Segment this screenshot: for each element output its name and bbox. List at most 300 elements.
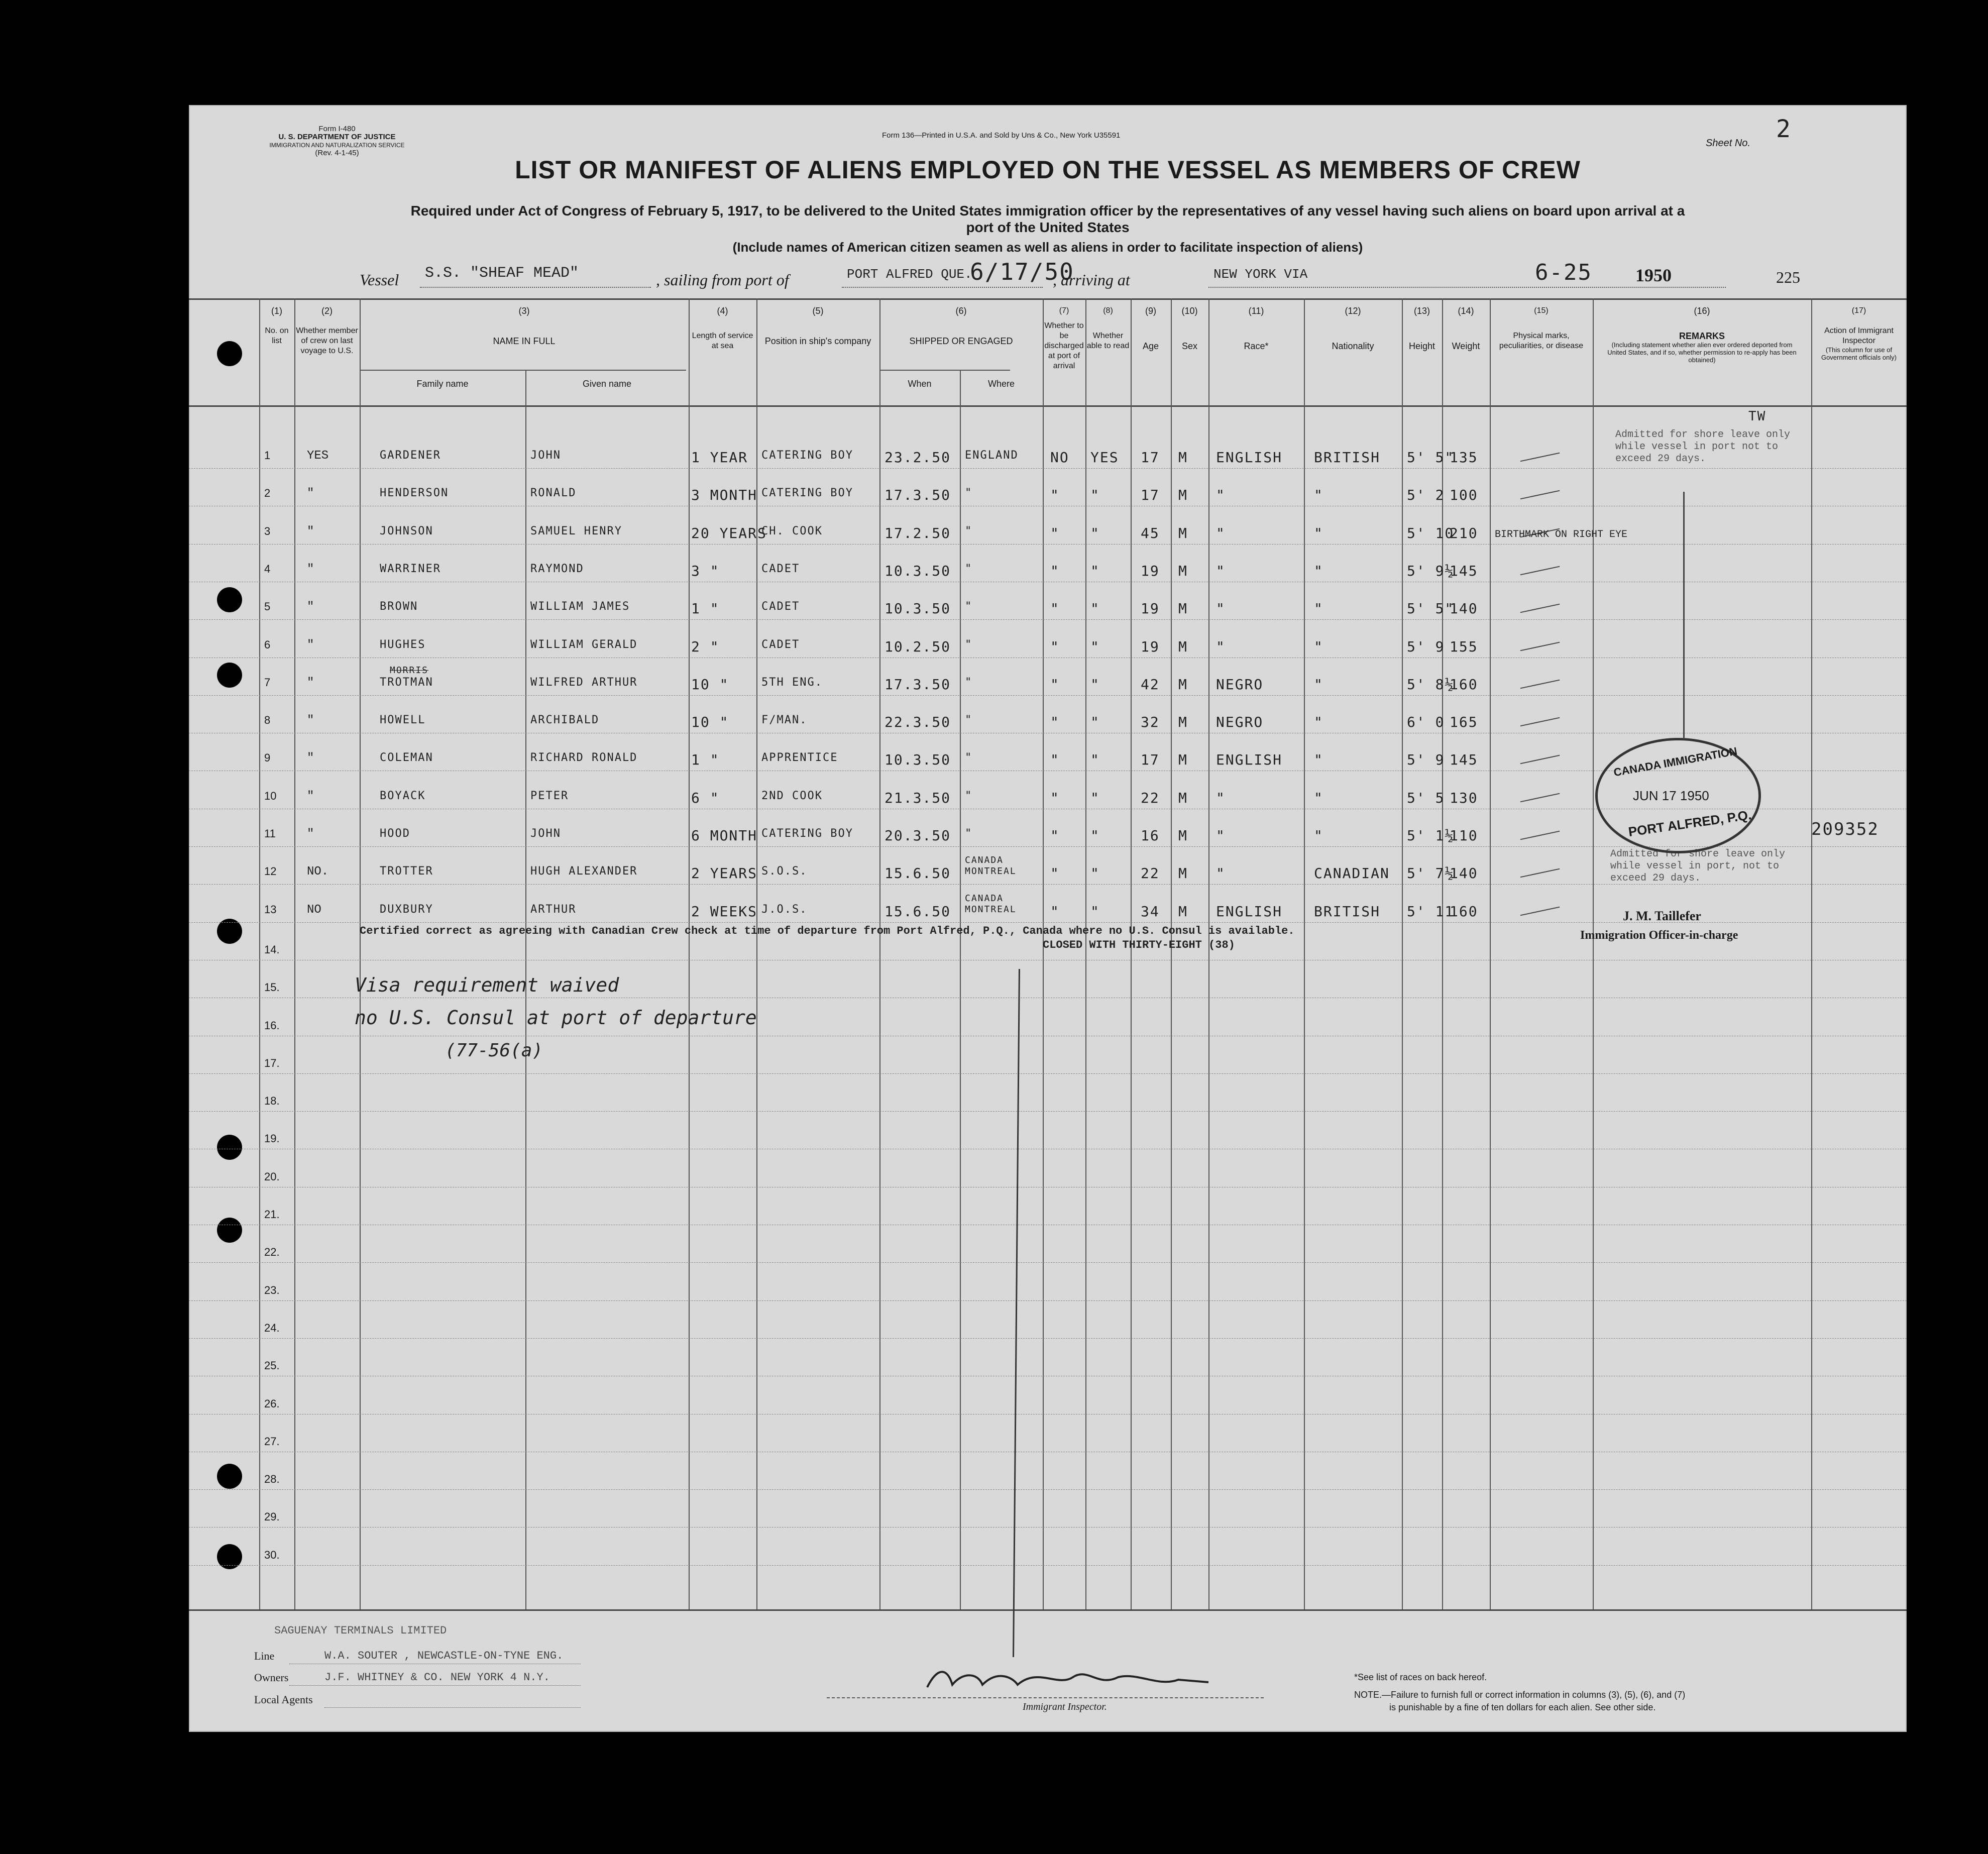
row-12-when: 15.6.50 xyxy=(885,865,951,882)
punch-hole xyxy=(217,1464,242,1489)
row-3-weight: 210 xyxy=(1450,524,1478,541)
row-13-given: ARTHUR xyxy=(530,903,577,916)
row-9-position: APPRENTICE xyxy=(761,751,838,765)
row-5-disch: " xyxy=(1050,600,1060,617)
row-12-no: 12 xyxy=(264,865,277,878)
row-7-nat: " xyxy=(1314,676,1323,693)
row-13-no: 13 xyxy=(264,903,277,916)
row-8-disch: " xyxy=(1050,714,1060,731)
row-8-sex: M xyxy=(1178,714,1188,731)
row-4-length: 3 " xyxy=(691,562,720,579)
row-7-no: 7 xyxy=(264,676,271,689)
row-1-given: JOHN xyxy=(530,449,561,462)
row-7-where: " xyxy=(965,676,973,689)
arrival-year: 1950 xyxy=(1635,265,1672,285)
row-9-when: 10.3.50 xyxy=(885,751,951,769)
empty-row-number: 20. xyxy=(264,1170,280,1183)
sailing-date: 6/17/50 xyxy=(970,258,1074,285)
row-4-sex: M xyxy=(1178,562,1188,579)
empty-row-number: 28. xyxy=(264,1473,280,1486)
row-13-position: J.O.S. xyxy=(761,903,808,916)
row-3-nat: " xyxy=(1314,524,1323,541)
row-8-no: 8 xyxy=(264,714,271,727)
row-13-family: DUXBURY xyxy=(380,903,433,916)
col-17-header: (17) Action of Immigrant Inspector (This column for use of Government officials only) xyxy=(1821,306,1897,361)
col-12-header: (12) Nationality xyxy=(1332,306,1374,351)
row-11-weight: 110 xyxy=(1450,827,1478,844)
row-8-height: 6' 0 xyxy=(1407,714,1445,731)
marks-dash xyxy=(1520,490,1560,500)
revision: (Rev. 4-1-45) xyxy=(315,149,359,157)
department: U. S. DEPARTMENT OF JUSTICE xyxy=(278,133,396,141)
row-10-age: 22 xyxy=(1141,789,1160,806)
empty-row-number: 21. xyxy=(264,1208,280,1221)
row-11-nat: " xyxy=(1314,827,1323,844)
row-12-age: 22 xyxy=(1141,865,1160,882)
service: IMMIGRATION AND NATURALIZATION SERVICE xyxy=(269,142,405,149)
row-13-nat: BRITISH xyxy=(1314,903,1381,920)
races-note: *See list of races on back hereof. xyxy=(1354,1672,1487,1682)
empty-row-number: 15. xyxy=(264,981,280,994)
row-10-given: PETER xyxy=(530,789,569,802)
empty-row-number: 14. xyxy=(264,943,280,956)
row-7-given: WILFRED ARTHUR xyxy=(530,676,638,689)
where-header: Where xyxy=(987,379,1015,389)
row-rule xyxy=(189,619,1907,620)
col-1-header: (1) No. on list xyxy=(265,306,289,345)
when-header: When xyxy=(908,379,932,389)
row-13-last: NO xyxy=(307,903,321,917)
row-3-position: CH. COOK xyxy=(761,524,823,537)
row-12-position: S.O.S. xyxy=(761,865,808,878)
row-7-length: 10 " xyxy=(691,676,729,693)
row-4-where: " xyxy=(965,562,973,575)
row-6-position: CADET xyxy=(761,638,800,651)
row-4-given: RAYMOND xyxy=(530,562,584,575)
row-13-weight: 160 xyxy=(1450,903,1478,920)
marks-dash xyxy=(1520,868,1560,878)
row-2-when: 17.3.50 xyxy=(885,487,951,504)
col-2-header: (2) Whether member of crew on last voyage to U.S. xyxy=(296,306,358,355)
row-12-given: HUGH ALEXANDER xyxy=(530,865,638,878)
handwritten-note-2: no U.S. Consul at port of departure xyxy=(355,1007,757,1029)
handwritten-note-1: Visa requirement waived xyxy=(355,974,619,996)
row-12-where: CANADA MONTREAL xyxy=(965,855,1017,877)
row-10-nat: " xyxy=(1314,789,1323,806)
row-13-where: CANADA MONTREAL xyxy=(965,893,1017,915)
sheet-no-label: Sheet No. xyxy=(1706,138,1750,149)
row-3-no: 3 xyxy=(264,524,271,537)
row-rule xyxy=(189,468,1907,469)
cancelled-name: MORRIS xyxy=(390,665,429,676)
row-2-read: " xyxy=(1090,487,1100,504)
row-10-disch: " xyxy=(1050,789,1060,806)
page-number: 225 xyxy=(1776,268,1800,286)
col-15-header: (15) Physical marks, peculiarities, or disease xyxy=(1499,306,1584,350)
sailing-port: PORT ALFRED QUE. xyxy=(847,267,972,282)
row-5-nat: " xyxy=(1314,600,1323,617)
row-6-when: 10.2.50 xyxy=(885,638,951,655)
given-name-header: Given name xyxy=(582,379,632,389)
row-3-given: SAMUEL HENRY xyxy=(530,524,622,537)
row-2-age: 17 xyxy=(1141,487,1160,504)
row-6-last: " xyxy=(307,638,314,652)
row-4-age: 19 xyxy=(1141,562,1160,579)
row-3-disch: " xyxy=(1050,524,1060,541)
row-13-height: 5' 11 xyxy=(1407,903,1455,920)
row-12-weight: 140 xyxy=(1450,865,1478,882)
row-3-where: " xyxy=(965,524,973,537)
row-1-age: 17 xyxy=(1141,449,1160,466)
sheet-no: 2 xyxy=(1776,115,1792,143)
empty-row-number: 22. xyxy=(264,1246,280,1259)
manifest-sheet xyxy=(189,105,1907,1732)
owners-value: J.F. WHITNEY & CO. NEW YORK 4 N.Y. xyxy=(324,1671,550,1684)
row-9-family: COLEMAN xyxy=(380,751,433,765)
empty-row-number: 24. xyxy=(264,1321,280,1334)
row-8-last: " xyxy=(307,714,314,728)
row-4-position: CADET xyxy=(761,562,800,575)
row-4-weight: 145 xyxy=(1450,562,1478,579)
row-7-sex: M xyxy=(1178,676,1188,693)
row-6-given: WILLIAM GERALD xyxy=(530,638,638,651)
row-7-age: 42 xyxy=(1141,676,1160,693)
officer-title: Immigration Officer-in-charge xyxy=(1580,929,1738,942)
row-rule xyxy=(189,1527,1907,1528)
row-1-weight: 135 xyxy=(1450,449,1478,466)
row-6-race: " xyxy=(1216,638,1226,655)
row-rule xyxy=(189,1262,1907,1263)
row-12-family: TROTTER xyxy=(380,865,433,878)
row-10-weight: 130 xyxy=(1450,789,1478,806)
vessel-name: S.S. "SHEAF MEAD" xyxy=(425,265,579,282)
arriving-port: NEW YORK VIA xyxy=(1213,267,1308,282)
row-2-sex: M xyxy=(1178,487,1188,504)
row-4-race: " xyxy=(1216,562,1226,579)
row-rule xyxy=(189,1489,1907,1490)
row-6-age: 19 xyxy=(1141,638,1160,655)
row-5-weight: 140 xyxy=(1450,600,1478,617)
corner-mark: TW xyxy=(1748,409,1766,424)
row-8-when: 22.3.50 xyxy=(885,714,951,731)
row-4-height: 5' 9½ xyxy=(1407,562,1455,579)
note-line-2: is punishable by a fine of ten dollars for each alien. See other side. xyxy=(1389,1702,1656,1712)
empty-row-number: 25. xyxy=(264,1359,280,1372)
row-6-sex: M xyxy=(1178,638,1188,655)
closed-statement: CLOSED WITH THIRTY-EIGHT (38) xyxy=(1043,939,1235,951)
marks-dash xyxy=(1520,566,1560,576)
row-13-when: 15.6.50 xyxy=(885,903,951,920)
row-9-age: 17 xyxy=(1141,751,1160,769)
row-10-when: 21.3.50 xyxy=(885,789,951,806)
stamp-bottom-text: PORT ALFRED, P.Q. xyxy=(1627,807,1752,840)
row-3-family: JOHNSON xyxy=(380,524,433,537)
row-13-sex: M xyxy=(1178,903,1188,920)
row-6-read: " xyxy=(1090,638,1100,655)
row-5-race: " xyxy=(1216,600,1226,617)
row-6-disch: " xyxy=(1050,638,1060,655)
pen-stroke xyxy=(1013,969,1020,1657)
row-9-weight: 145 xyxy=(1450,751,1478,769)
form-title: LIST OR MANIFEST OF ALIENS EMPLOYED ON THE VESSEL AS MEMBERS OF CREW xyxy=(515,156,1581,184)
row-5-where: " xyxy=(965,600,973,613)
row-3-height: 5' 10 xyxy=(1407,524,1455,541)
line-value: W.A. SOUTER , NEWCASTLE-ON-TYNE ENG. xyxy=(324,1650,564,1662)
row-rule xyxy=(189,1338,1907,1339)
row-4-read: " xyxy=(1090,562,1100,579)
row-3-age: 45 xyxy=(1141,524,1160,541)
row-13-disch: " xyxy=(1050,903,1060,920)
row-12-nat: CANADIAN xyxy=(1314,865,1390,882)
note-line-1: NOTE.—Failure to furnish full or correct information in columns (3), (5), (6), and (7) xyxy=(1354,1690,1686,1700)
arriving-date: 6-25 xyxy=(1535,260,1592,285)
row-9-sex: M xyxy=(1178,751,1188,769)
line-label: Line xyxy=(254,1650,275,1662)
row-12-height: 5' 7½ xyxy=(1407,865,1455,882)
col-11-header: (11) Race* xyxy=(1244,306,1269,351)
row-7-read: " xyxy=(1090,676,1100,693)
row-4-last: " xyxy=(307,562,314,576)
row-1-disch: NO xyxy=(1050,449,1069,466)
row-8-age: 32 xyxy=(1141,714,1160,731)
marks-dash xyxy=(1520,604,1560,613)
form-subtitle-1: Required under Act of Congress of February 5, 1917, to be delivered to the United States immigration officer by the representatives of any vessel having such aliens on board upon arrival at a xyxy=(410,203,1685,219)
row-4-when: 10.3.50 xyxy=(885,562,951,579)
arriving-label: , arriving at xyxy=(1053,271,1130,289)
row-7-disch: " xyxy=(1050,676,1060,693)
empty-row-number: 26. xyxy=(264,1397,280,1410)
row-rule xyxy=(189,1073,1907,1074)
remark-shore-leave-top: Admitted for shore leave only while vessel in port not to exceed 29 days. xyxy=(1615,429,1791,465)
row-1-sex: M xyxy=(1178,449,1188,466)
col-10-header: (10) Sex xyxy=(1181,306,1198,351)
row-8-given: ARCHIBALD xyxy=(530,714,600,727)
row-4-family: WARRINER xyxy=(380,562,441,575)
empty-row-number: 16. xyxy=(264,1019,280,1032)
handwritten-note-3: (77-56(a) xyxy=(445,1040,543,1061)
row-2-family: HENDERSON xyxy=(380,487,449,500)
row-5-position: CADET xyxy=(761,600,800,613)
row-13-length: 2 WEEKS xyxy=(691,903,758,920)
row-5-length: 1 " xyxy=(691,600,720,617)
row-8-family: HOWELL xyxy=(380,714,426,727)
row-7-weight: 160 xyxy=(1450,676,1478,693)
row-8-position: F/MAN. xyxy=(761,714,808,727)
immigration-stamp xyxy=(1595,738,1761,853)
punch-hole xyxy=(217,1135,242,1160)
col-4-header: (4) Length of service at sea xyxy=(692,306,753,350)
row-5-no: 5 xyxy=(264,600,271,613)
row-13-age: 34 xyxy=(1141,903,1160,920)
row-12-race: " xyxy=(1216,865,1226,882)
row-rule xyxy=(189,1111,1907,1112)
row-2-where: " xyxy=(965,487,973,500)
col-16-header: (16) REMARKS (Including statement whether alien ever ordered deported from United States, and if so, whether permission to re-apply has been obtained) xyxy=(1607,306,1797,364)
punch-hole xyxy=(217,1218,242,1243)
stamp-top-text: CANADA IMMIGRATION xyxy=(1612,744,1738,779)
row-7-family: TROTMAN xyxy=(380,676,433,689)
row-12-last: NO. xyxy=(307,865,329,879)
row-5-age: 19 xyxy=(1141,600,1160,617)
row-11-age: 16 xyxy=(1141,827,1160,844)
row-5-last: " xyxy=(307,600,314,614)
empty-row-number: 27. xyxy=(264,1435,280,1448)
row-1-race: ENGLISH xyxy=(1216,449,1283,466)
row-9-nat: " xyxy=(1314,751,1323,769)
row-8-length: 10 " xyxy=(691,714,729,731)
row-8-weight: 165 xyxy=(1450,714,1478,731)
row-2-race: " xyxy=(1216,487,1226,504)
row-3-sex: M xyxy=(1178,524,1188,541)
col-13-header: (13) Height xyxy=(1408,306,1435,351)
row-11-sex: M xyxy=(1178,827,1188,844)
sailing-label: , sailing from port of xyxy=(656,271,789,289)
row-10-family: BOYACK xyxy=(380,789,426,802)
printer-note: Form 136—Printed in U.S.A. and Sold by Uns & Co., New York U35591 xyxy=(882,131,1121,140)
row-11-when: 20.3.50 xyxy=(885,827,951,844)
row-10-sex: M xyxy=(1178,789,1188,806)
certified-statement: Certified correct as agreeing with Canadian Crew check at time of departure from Port Alfred, P.Q., Canada where no U.S. Consul is available. xyxy=(360,925,1295,937)
row-9-length: 1 " xyxy=(691,751,720,769)
row-1-where: ENGLAND xyxy=(965,449,1019,462)
row-1-family: GARDENER xyxy=(380,449,441,462)
empty-row-number: 17. xyxy=(264,1056,280,1069)
row-10-last: " xyxy=(307,789,314,803)
marks-dash xyxy=(1520,906,1560,916)
row-9-disch: " xyxy=(1050,751,1060,769)
empty-row-number: 23. xyxy=(264,1283,280,1296)
row-2-weight: 100 xyxy=(1450,487,1478,504)
row-11-last: " xyxy=(307,827,314,841)
row-7-race: NEGRO xyxy=(1216,676,1264,693)
row-3-read: " xyxy=(1090,524,1100,541)
row-8-where: " xyxy=(965,714,973,727)
row-rule xyxy=(189,1565,1907,1566)
row-2-disch: " xyxy=(1050,487,1060,504)
row-3-when: 17.2.50 xyxy=(885,524,951,541)
row-11-read: " xyxy=(1090,827,1100,844)
row-4-disch: " xyxy=(1050,562,1060,579)
row-9-last: " xyxy=(307,751,314,766)
row-12-length: 2 YEARS xyxy=(691,865,758,882)
vessel-label: Vessel xyxy=(360,271,399,289)
row-9-height: 5' 9 xyxy=(1407,751,1445,769)
row-13-read: " xyxy=(1090,903,1100,920)
row-1-length: 1 YEAR xyxy=(691,449,748,466)
form-subtitle-3: (Include names of American citizen seamen as well as aliens in order to facilitate inspection of aliens) xyxy=(732,240,1363,255)
row-6-length: 2 " xyxy=(691,638,720,655)
row-11-disch: " xyxy=(1050,827,1060,844)
empty-row-number: 29. xyxy=(264,1510,280,1523)
row-9-no: 9 xyxy=(264,751,271,765)
physical-marks-3: BIRTHMARK ON RIGHT EYE xyxy=(1495,529,1628,540)
punch-hole xyxy=(217,587,242,612)
row-1-nat: BRITISH xyxy=(1314,449,1381,466)
marks-dash xyxy=(1520,453,1560,462)
row-9-race: ENGLISH xyxy=(1216,751,1283,769)
remark-shore-leave-bottom: Admitted for shore leave only while vessel in port, not to exceed 29 days. xyxy=(1610,848,1786,884)
inspector-label: Immigrant Inspector. xyxy=(1023,1701,1107,1712)
row-rule xyxy=(189,1300,1907,1301)
row-11-race: " xyxy=(1216,827,1226,844)
row-7-height: 5' 8½ xyxy=(1407,676,1455,693)
row-10-position: 2ND COOK xyxy=(761,789,823,802)
row-11-given: JOHN xyxy=(530,827,561,840)
row-6-family: HUGHES xyxy=(380,638,426,651)
marks-dash xyxy=(1520,831,1560,840)
row-12-read: " xyxy=(1090,865,1100,882)
row-4-nat: " xyxy=(1314,562,1323,579)
marks-dash xyxy=(1520,755,1560,765)
local-agents-label: Local Agents xyxy=(254,1693,313,1706)
col-7-header: (7) Whether to be discharged at port of arrival xyxy=(1044,306,1084,370)
row-1-height: 5' 5" xyxy=(1407,449,1455,466)
marks-dash xyxy=(1520,680,1560,689)
row-10-height: 5' 5 xyxy=(1407,789,1445,806)
marks-dash xyxy=(1520,641,1560,651)
row-3-race: " xyxy=(1216,524,1226,541)
row-12-disch: " xyxy=(1050,865,1060,882)
row-1-read: YES xyxy=(1090,449,1119,466)
form-header-block xyxy=(269,125,405,157)
row-2-no: 2 xyxy=(264,487,271,500)
row-10-race: " xyxy=(1216,789,1226,806)
row-11-height: 5' 1½ xyxy=(1407,827,1455,844)
row-9-read: " xyxy=(1090,751,1100,769)
row-11-no: 11 xyxy=(264,827,276,840)
row-8-read: " xyxy=(1090,714,1100,731)
form-subtitle-2: port of the United States xyxy=(966,220,1130,235)
empty-row-number: 30. xyxy=(264,1548,280,1561)
col-6-header: (6) SHIPPED OR ENGAGED xyxy=(909,306,1013,346)
punch-hole xyxy=(217,663,242,688)
col-14-header: (14) Weight xyxy=(1452,306,1480,351)
row-11-where: " xyxy=(965,827,973,840)
row-6-height: 5' 9 xyxy=(1407,638,1445,655)
row-rule xyxy=(189,695,1907,696)
row-11-length: 6 MONTH xyxy=(691,827,758,844)
row-5-given: WILLIAM JAMES xyxy=(530,600,630,613)
row-4-no: 4 xyxy=(264,562,271,575)
marks-dash xyxy=(1520,793,1560,802)
row-11-position: CATERING BOY xyxy=(761,827,853,840)
row-1-position: CATERING BOY xyxy=(761,449,853,462)
line-company: SAGUENAY TERMINALS LIMITED xyxy=(274,1624,447,1637)
row-3-last: " xyxy=(307,524,314,538)
row-2-given: RONALD xyxy=(530,487,577,500)
row-2-nat: " xyxy=(1314,487,1323,504)
row-7-position: 5TH ENG. xyxy=(761,676,823,689)
row-7-when: 17.3.50 xyxy=(885,676,951,693)
row-10-read: " xyxy=(1090,789,1100,806)
punch-hole xyxy=(217,341,242,366)
row-10-no: 10 xyxy=(264,789,277,802)
row-8-race: NEGRO xyxy=(1216,714,1264,731)
row-10-where: " xyxy=(965,789,973,802)
form-id: Form I-480 xyxy=(318,125,356,133)
empty-row-number: 19. xyxy=(264,1132,280,1145)
row-2-length: 3 MONTH xyxy=(691,487,758,504)
row-11-family: HOOD xyxy=(380,827,410,840)
row-5-when: 10.3.50 xyxy=(885,600,951,617)
row-3-length: 20 YEARS xyxy=(691,524,767,541)
col-5-header: (5) Position in ship's company xyxy=(764,306,871,346)
pen-stroke xyxy=(1683,492,1685,738)
row-1-when: 23.2.50 xyxy=(885,449,951,466)
family-name-header: Family name xyxy=(416,379,469,389)
row-10-length: 6 " xyxy=(691,789,720,806)
officer-name: J. M. Taillefer xyxy=(1623,909,1701,923)
